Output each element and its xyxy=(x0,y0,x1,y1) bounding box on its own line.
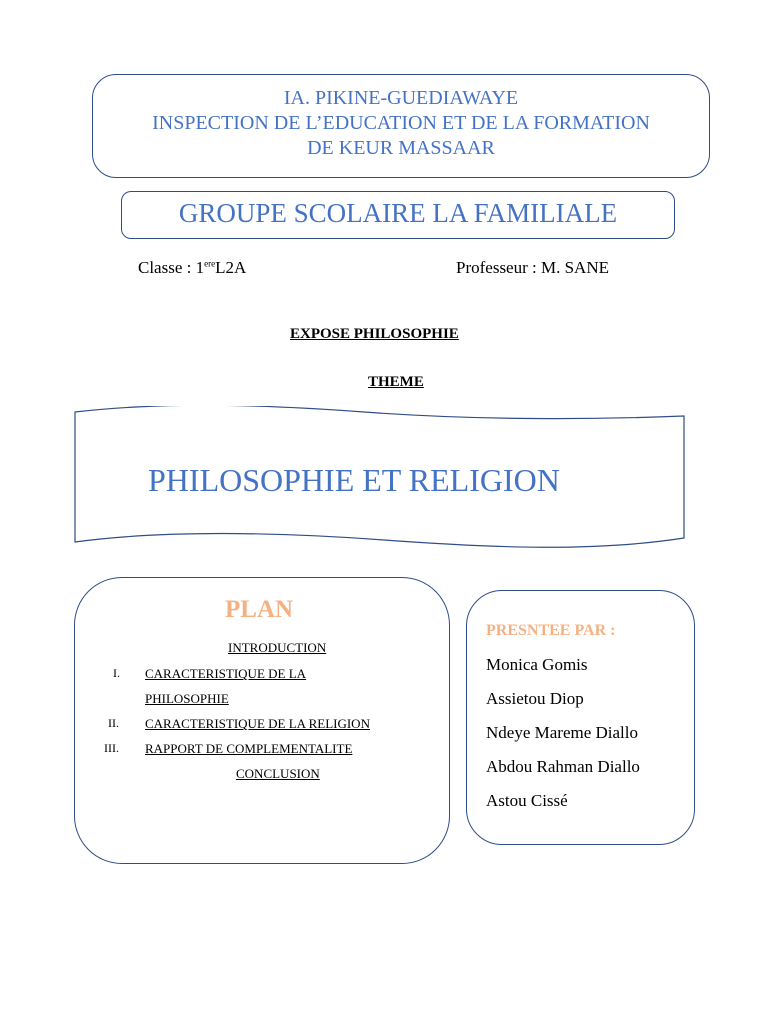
plan-item-number: II. xyxy=(108,716,119,730)
header-line-2: INSPECTION DE L’EDUCATION ET DE LA FORMATION xyxy=(152,112,650,134)
class-superscript: ere xyxy=(204,258,216,269)
plan-item-number: III. xyxy=(104,741,119,755)
class-suffix: L2A xyxy=(215,258,247,277)
presenter-name: Ndeye Mareme Diallo xyxy=(486,723,638,742)
plan-item-text: RAPPORT DE COMPLEMENTALITE xyxy=(145,741,353,756)
plan-item-text: CARACTERISTIQUE DE LA RELIGION xyxy=(145,716,370,731)
teacher-info: Professeur : M. SANE xyxy=(456,258,609,277)
header-text xyxy=(92,86,710,161)
class-prefix: Classe : 1 xyxy=(138,258,205,277)
header-line-1: IA. PIKINE-GUEDIAWAYE xyxy=(283,87,519,109)
presenter-name: Astou Cissé xyxy=(486,791,568,810)
plan-introduction: INTRODUCTION xyxy=(228,640,327,655)
theme-title: PHILOSOPHIE ET RELIGION xyxy=(148,462,560,498)
class-info xyxy=(138,258,246,278)
plan-item-text: CARACTERISTIQUE DE LA xyxy=(145,666,307,681)
plan-item-text: PHILOSOPHIE xyxy=(145,691,229,706)
plan-title: PLAN xyxy=(225,596,294,623)
presenter-name: Monica Gomis xyxy=(486,655,588,674)
theme-label: THEME xyxy=(368,374,424,390)
presented-by-label: PRESNTEE PAR : xyxy=(486,622,616,639)
plan-conclusion: CONCLUSION xyxy=(236,766,320,781)
expose-title: EXPOSE PHILOSOPHIE xyxy=(290,326,459,342)
school-name: GROUPE SCOLAIRE LA FAMILIALE xyxy=(178,198,618,228)
presenter-name: Assietou Diop xyxy=(486,689,584,708)
header-line-3: DE KEUR MASSAAR xyxy=(307,137,495,159)
presenter-name: Abdou Rahman Diallo xyxy=(486,757,640,776)
plan-item-number: I. xyxy=(113,666,120,680)
